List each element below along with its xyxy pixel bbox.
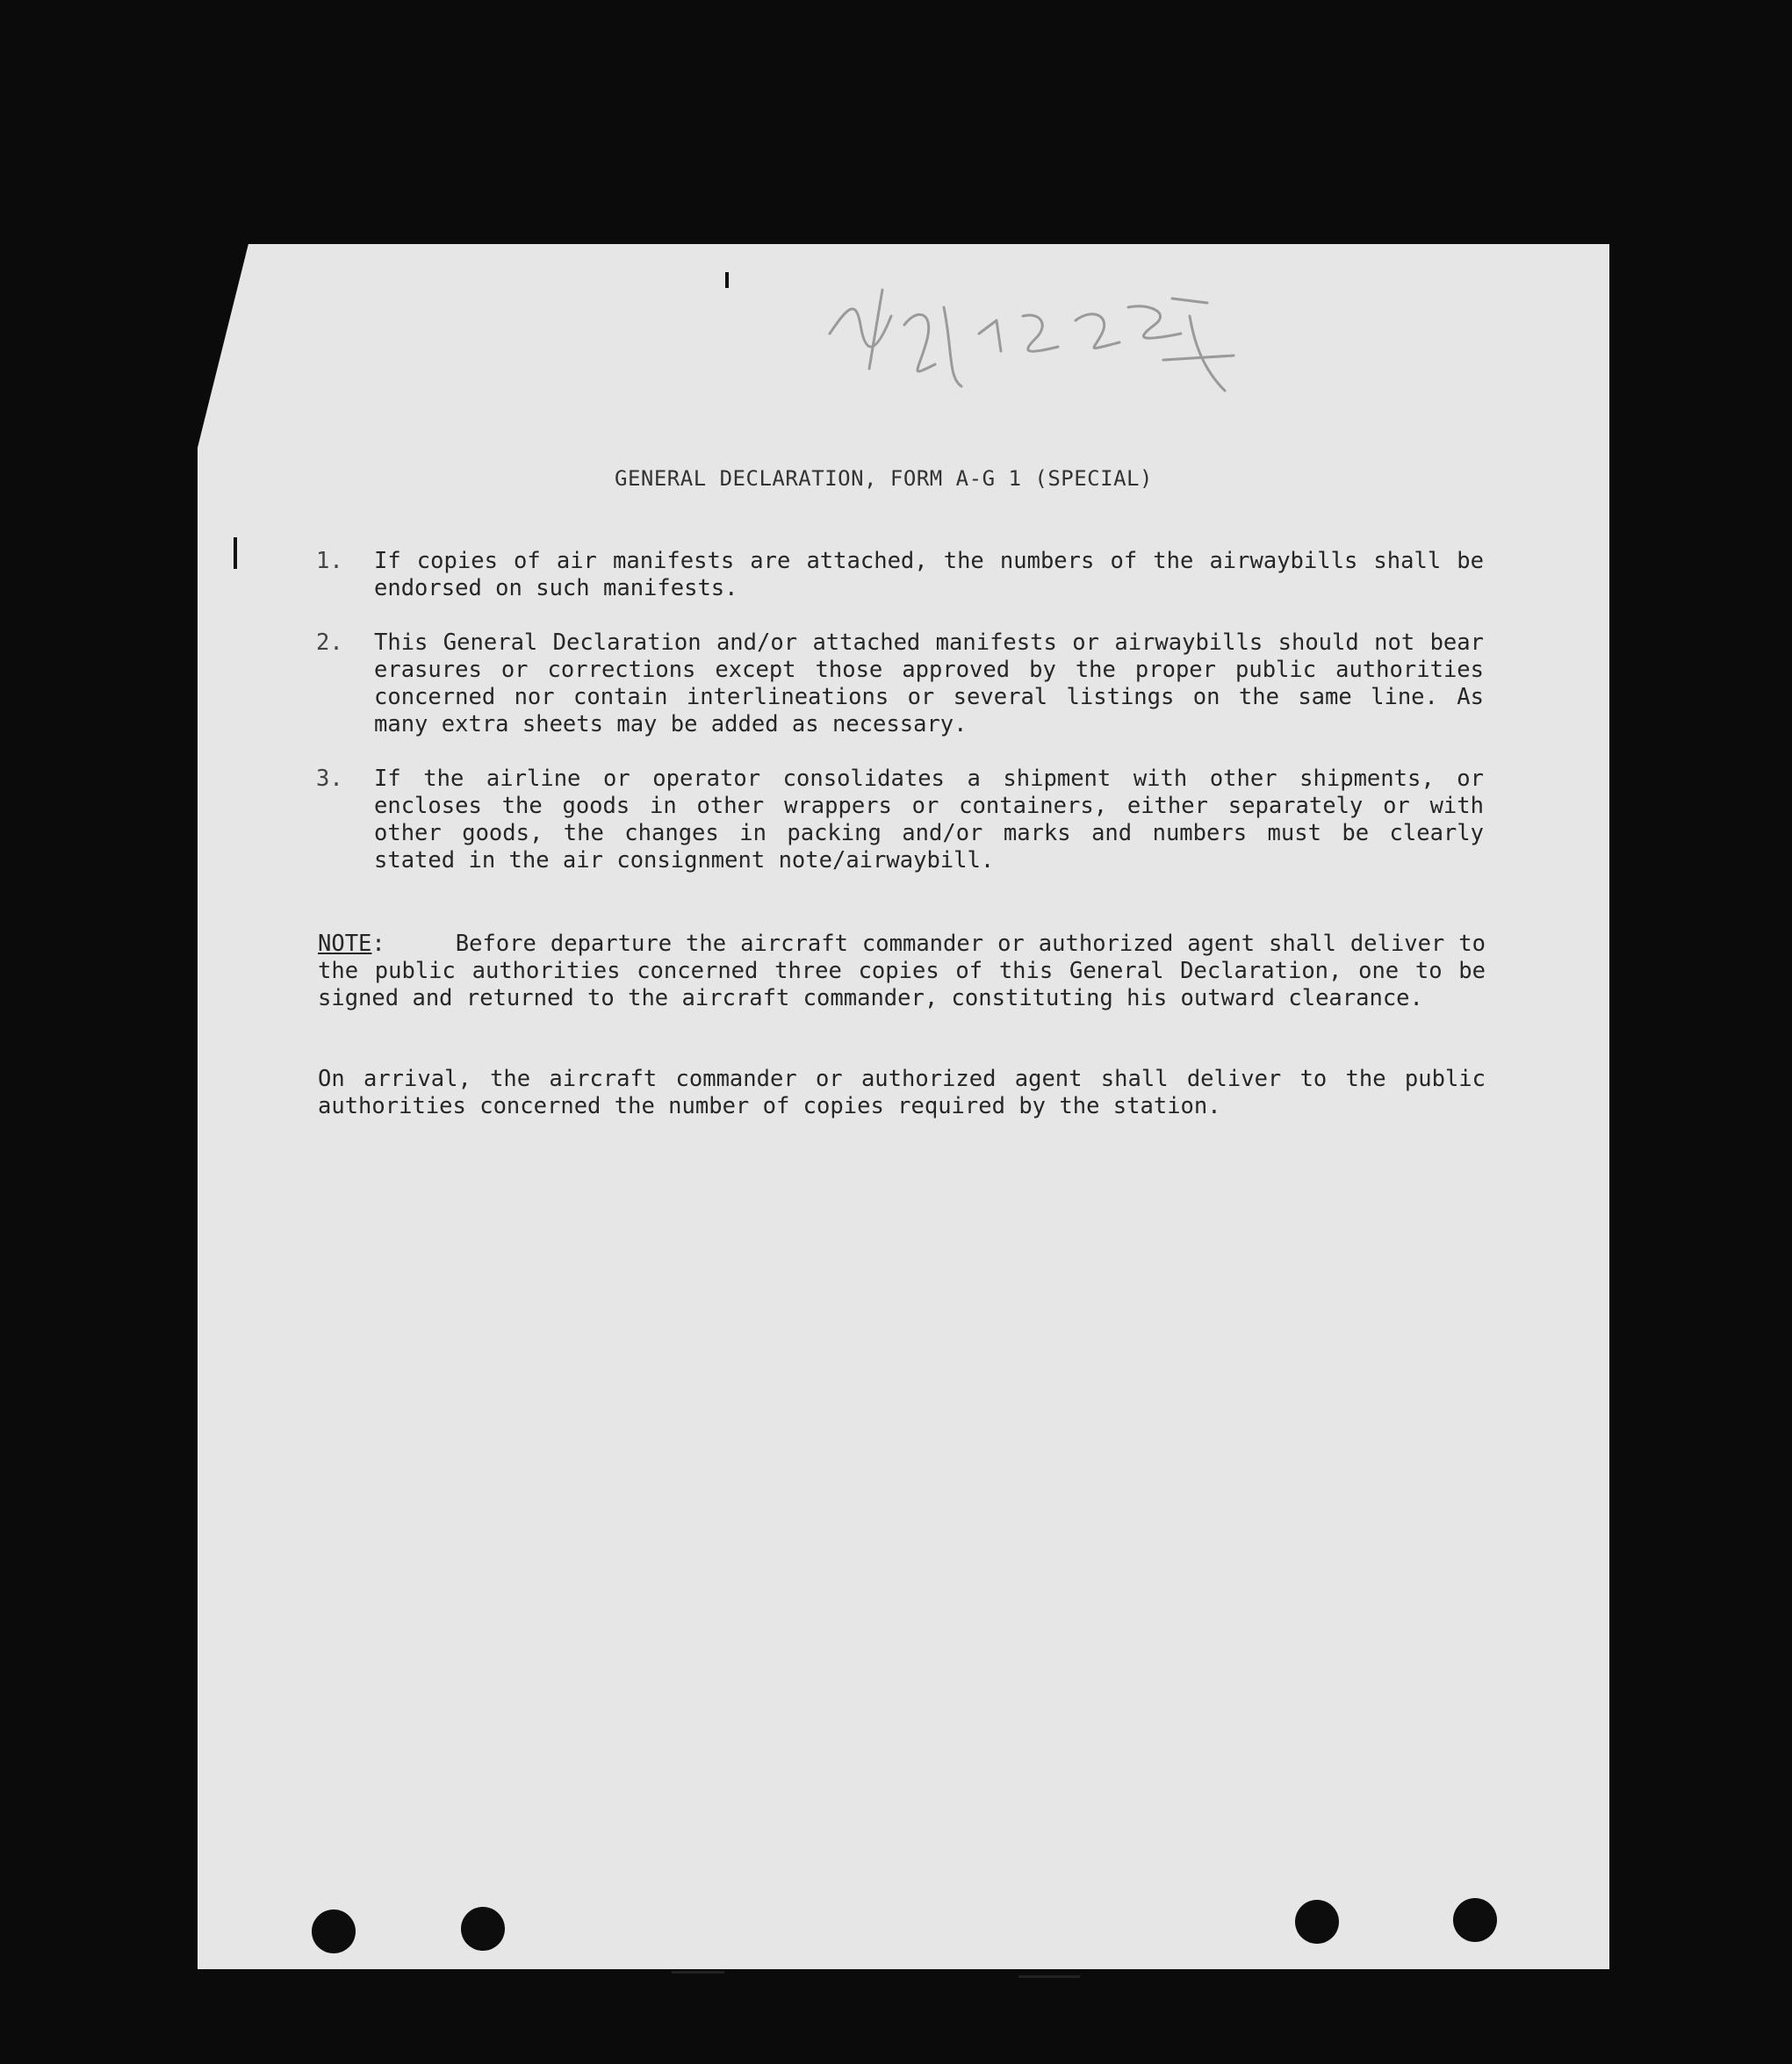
punch-hole bbox=[461, 1907, 505, 1951]
item-number: 2. bbox=[316, 629, 343, 656]
item-number: 3. bbox=[316, 766, 343, 792]
note-text: Before departure the aircraft commander or authorized agent shall deliver to the public authorities concerned three copies of this General Declaration, one to be signed and returned to the aircraft commander, constituting his outward clearance. bbox=[318, 931, 1486, 1011]
punch-hole bbox=[1453, 1898, 1497, 1942]
note-label: NOTE bbox=[318, 931, 372, 957]
instruction-item-3 bbox=[316, 766, 1484, 874]
item-text: If copies of air manifests are attached, the numbers of the airwaybills shall be endorsed on such manifests. bbox=[374, 548, 1484, 601]
punch-hole bbox=[1295, 1900, 1339, 1944]
item-text: If the airline or operator consolidates a shipment with other shipments, or encloses the goods in other wrappers or containers, either separately or with other goods, the changes in packing and/or marks and numbers must be clearly stated in the air consignment note/airwaybill. bbox=[374, 766, 1484, 874]
arrival-paragraph: On arrival, the aircraft commander or authorized agent shall deliver to the public authorities concerned the number of copies required by the station. bbox=[318, 1066, 1486, 1119]
handwritten-signature bbox=[821, 272, 1242, 404]
form-title: GENERAL DECLARATION, FORM A-G 1 (SPECIAL) bbox=[615, 466, 1153, 491]
punch-hole bbox=[312, 1909, 356, 1953]
item-text: This General Declaration and/or attached manifests or airwaybills should not bear erasures or corrections except those approved by the proper public authorities concerned nor contain interlineations or several listings on the same line. As many extra sheets may be added as necessary. bbox=[374, 629, 1484, 737]
note-paragraph: NOTE: Before departure the aircraft commander or authorized agent shall deliver to the public authorities concerned three copies of this General Declaration, one to be signed and returned to the aircraft commander, constituting his outward clearance. bbox=[318, 931, 1486, 1011]
item-number: 1. bbox=[316, 548, 343, 574]
scan-mark bbox=[672, 1971, 724, 1974]
instruction-item-1 bbox=[316, 548, 1484, 602]
scan-mark bbox=[234, 537, 237, 569]
scan-mark bbox=[1018, 1975, 1080, 1978]
scan-mark bbox=[725, 272, 729, 288]
instruction-item-2 bbox=[316, 629, 1484, 738]
